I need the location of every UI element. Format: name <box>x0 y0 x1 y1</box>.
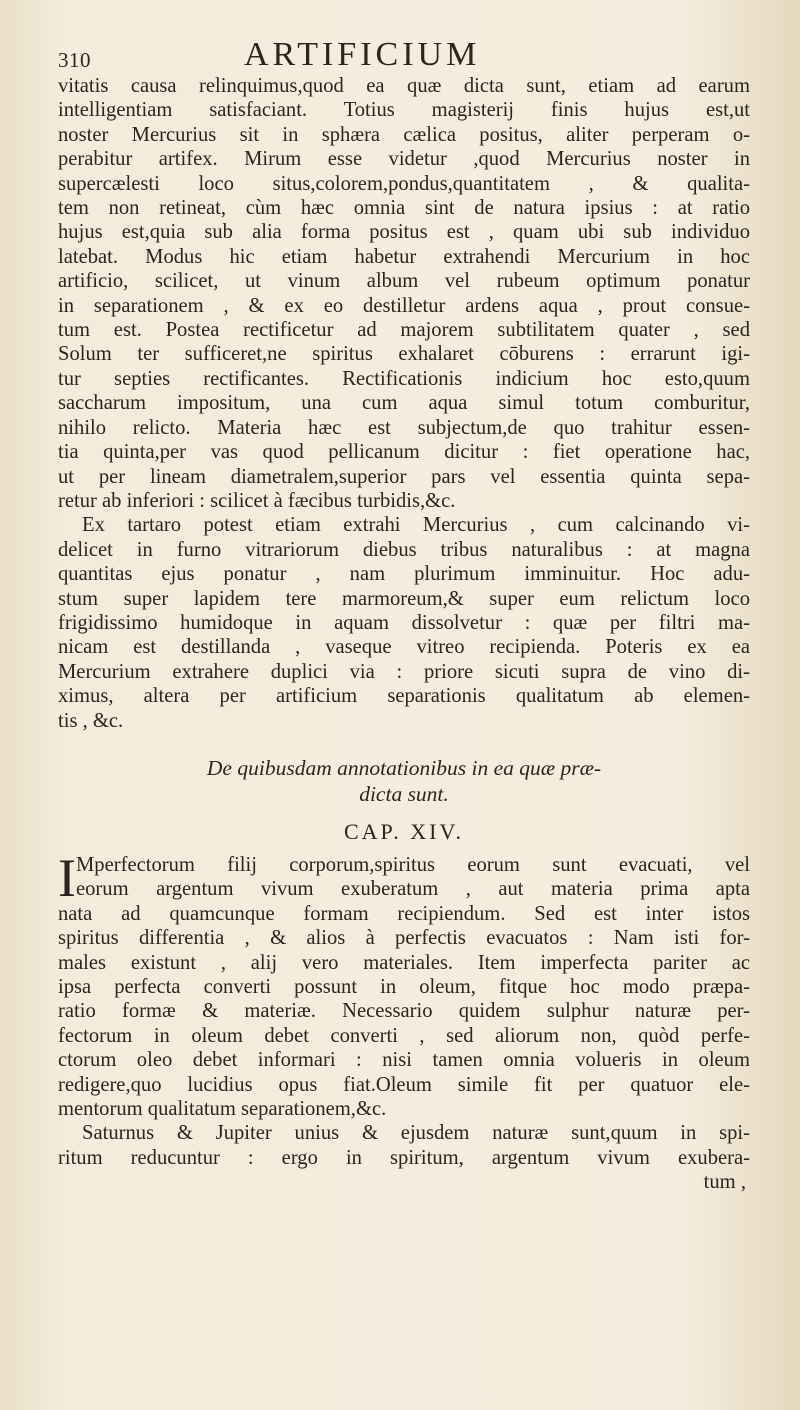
text-line: ipsa perfecta converti possunt in oleum, fitque hoc modo præpa- <box>58 976 750 998</box>
text-line: mentorum qualitatum separationem,&c. <box>58 1098 387 1121</box>
text-line: spiritus differentia , & alios à perfectis evacuatos : Nam isti for- <box>58 927 750 950</box>
page-number: 310 <box>58 48 91 72</box>
text-line: redigere,quo lucidius opus fiat.Oleum simile fit per quatuor ele- <box>58 1073 750 1096</box>
text-line: fectorum in oleum debet converti , sed aliorum non, quòd perfe- <box>58 1024 750 1047</box>
text-line: hujus est,quia sub alia forma positus est , quam ubi sub individuo <box>58 221 750 244</box>
text-line: stum super lapidem tere marmoreum,& super eum relictum loco <box>58 587 750 610</box>
text-line: perabitur artifex. Mirum esse videtur ,quod Mercurius noster in <box>58 148 750 171</box>
text-line: Solum ter sufficeret,ne spiritus exhalaret cōburens : errarunt igi- <box>58 343 750 366</box>
text-line: males existunt , alij vero materiales. Item imperfecta pariter ac <box>58 951 750 974</box>
text-line: ctorum oleo debet informari : nisi tamen omnia volueris in oleum <box>58 1049 750 1072</box>
text-line: Saturnus & Jupiter unius & ejusdem naturæ sunt,quum in spi- <box>82 1122 750 1145</box>
paragraph-2 <box>58 513 750 733</box>
text-line: quantitas ejus ponatur , nam plurimum imminuitur. Hoc adu- <box>58 563 750 586</box>
text-line: tum est. Postea rectificetur ad majorem subtilitatem quater , sed <box>58 319 750 342</box>
text-line: Mercurium extrahere duplici via : priore sicuti supra de vino di- <box>58 660 750 683</box>
text-line: Ex tartaro potest etiam extrahi Mercurius , cum calcinando vi- <box>82 514 750 537</box>
catchword: tum , <box>703 1171 746 1194</box>
text-line: eorum argentum vivum exuberatum , aut materia prima apta <box>76 878 750 901</box>
text-line: delicet in furno vitrariorum diebus tribus naturalibus : at magna <box>58 538 750 561</box>
text-line: vitatis causa relinquimus,quod ea quæ dicta sunt, etiam ad earum <box>58 75 750 97</box>
text-line: tem non retineat, cùm hæc omnia sint de natura ipsius : at ratio <box>58 197 750 220</box>
paragraph-1 <box>58 74 750 513</box>
text-line: in separationem , & ex eo destilletur ardens aqua , prout consue- <box>58 294 750 317</box>
text-line-content: Mperfectorum filij corporum,spiritus eorum sunt evacuati, vel <box>76 853 750 876</box>
text-line: nicam est destillanda , vaseque vitreo recipienda. Poteris ex ea <box>58 636 750 659</box>
text-line: ritum reducuntur : ergo in spiritum, argentum vivum exubera- <box>58 1146 750 1169</box>
page-header <box>58 32 748 72</box>
text-line: ratio formæ & materiæ. Necessario quidem sulphur naturæ per- <box>58 1000 750 1023</box>
text-line: tur septies rectificantes. Rectificationis indicium hoc esto,quum <box>58 367 750 390</box>
section-heading-line: De quibusdam annotationibus in ea quæ præ- <box>206 755 602 780</box>
section-heading-line: dicta sunt. <box>359 781 449 806</box>
text-line: artificio, scilicet, ut vinum album vel rubeum optimum ponatur <box>58 270 750 293</box>
chapter-number: CAP. XIV. <box>343 818 465 844</box>
text-block <box>58 74 750 1195</box>
text-line: supercælesti loco situs,colorem,pondus,quantitatem , & qualita- <box>58 172 750 195</box>
text-line: ut per lineam diametralem,superior pars vel essentia quinta sepa- <box>58 465 750 488</box>
text-line: intelligentiam satisfaciant. Totius magisterij finis hujus est,ut <box>58 99 750 122</box>
text-line: nihilo relicto. Materia hæc est subjectum,de quo trahitur essen- <box>58 416 750 439</box>
text-line: noster Mercurius sit in sphæra cælica positus, aliter perperam o- <box>58 123 750 146</box>
text-line: latebat. Modus hic etiam habetur extrahendi Mercurium in hoc <box>58 245 750 268</box>
text-line: nata ad quamcunque formam recipiendum. Sed est inter istos <box>58 902 750 925</box>
section-heading <box>58 755 750 807</box>
text-line: saccharum impositum, una cum aqua simul totum comburitur, <box>58 392 750 415</box>
running-title: ARTIFICIUM <box>244 36 481 73</box>
text-line: retur ab inferiori : scilicet à fæcibus turbidis,&c. <box>58 489 456 512</box>
text-line: tis , &c. <box>58 709 124 732</box>
text-line: ximus, altera per artificium separationis qualitatum ab elemen- <box>58 685 750 708</box>
drop-cap: I <box>58 847 76 908</box>
text-line: frigidissimo humidoque in aquam dissolvetur : quæ per filtri ma- <box>58 611 750 634</box>
text-line: tia quinta,per vas quod pellicanum dicitur : fiet operatione hac, <box>58 441 750 464</box>
paragraph-3 <box>58 847 750 1121</box>
paragraph-4 <box>58 1121 750 1170</box>
